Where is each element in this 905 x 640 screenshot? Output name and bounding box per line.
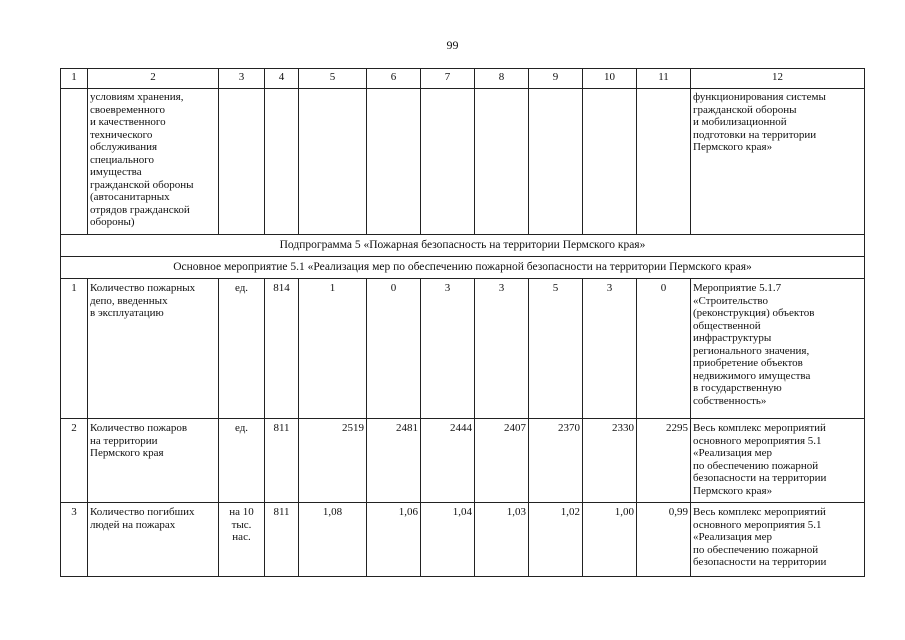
continuation-row xyxy=(61,89,865,235)
table-row xyxy=(61,419,865,503)
header-cell-4: 4 xyxy=(265,69,299,89)
header-cell-12: 12 xyxy=(691,69,865,89)
value-col-10: 3 xyxy=(583,279,637,419)
page-number: 99 xyxy=(446,38,459,52)
value-col-6: 0 xyxy=(367,279,421,419)
code: 811 xyxy=(265,503,299,577)
value-col-9: 1,02 xyxy=(529,503,583,577)
value-col-5: 1,08 xyxy=(299,503,367,577)
value-col-8: 2407 xyxy=(475,419,529,503)
indicators-table xyxy=(60,68,865,577)
note: Мероприятие 5.1.7 «Строительство (реконструкция) объектов общественной инфраструктуры регионального значения, приобретение объектов недвижимого имущества в государственную собственность» xyxy=(691,279,865,419)
code: 814 xyxy=(265,279,299,419)
value-col-7: 3 xyxy=(421,279,475,419)
value-col-9: 5 xyxy=(529,279,583,419)
row-number: 2 xyxy=(61,419,88,503)
subprogram-row xyxy=(61,235,865,257)
table-row xyxy=(61,279,865,419)
header-cell-8: 8 xyxy=(475,69,529,89)
value-col-7: 2444 xyxy=(421,419,475,503)
header-row xyxy=(61,69,865,89)
value-col-7: 1,04 xyxy=(421,503,475,577)
unit: ед. xyxy=(219,419,265,503)
value-col-6: 2481 xyxy=(367,419,421,503)
header-cell-9: 9 xyxy=(529,69,583,89)
code: 811 xyxy=(265,419,299,503)
header-cell-6: 6 xyxy=(367,69,421,89)
value-col-11: 2295 xyxy=(637,419,691,503)
value-col-10: 1,00 xyxy=(583,503,637,577)
header-cell-2: 2 xyxy=(88,69,219,89)
indicator-name: Количество пожаров на территории Пермского края xyxy=(88,419,219,503)
header-cell-3: 3 xyxy=(219,69,265,89)
unit: на 10 тыс. нас. xyxy=(219,503,265,577)
indicator-name: Количество пожарных депо, введенных в эксплуатацию xyxy=(88,279,219,419)
subprogram-title: Подпрограмма 5 «Пожарная безопасность на территории Пермского края» xyxy=(61,235,865,257)
indicator-name: Количество погибших людей на пожарах xyxy=(88,503,219,577)
header-cell-11: 11 xyxy=(637,69,691,89)
continuation-note-text: функционирования системы гражданской обороны и мобилизационной подготовки на территории Пермского края» xyxy=(691,89,865,235)
value-col-6: 1,06 xyxy=(367,503,421,577)
row-number: 3 xyxy=(61,503,88,577)
note: Весь комплекс мероприятий основного мероприятия 5.1 «Реализация мер по обеспечению пожарной безопасности на территории Пермского края» xyxy=(691,419,865,503)
main-event-row xyxy=(61,257,865,279)
main-event-title: Основное мероприятие 5.1 «Реализация мер по обеспечению пожарной безопасности на территории Пермского края» xyxy=(61,257,865,279)
header-cell-7: 7 xyxy=(421,69,475,89)
table-row xyxy=(61,503,865,577)
unit: ед. xyxy=(219,279,265,419)
header-cell-1: 1 xyxy=(61,69,88,89)
value-col-10: 2330 xyxy=(583,419,637,503)
header-cell-5: 5 xyxy=(299,69,367,89)
value-col-11: 0,99 xyxy=(637,503,691,577)
value-col-5: 2519 xyxy=(299,419,367,503)
note: Весь комплекс мероприятий основного мероприятия 5.1 «Реализация мер по обеспечению пожарной безопасности на территории xyxy=(691,503,865,577)
value-col-5: 1 xyxy=(299,279,367,419)
value-col-8: 3 xyxy=(475,279,529,419)
continuation-indicator-text: условиям хранения, своевременного и качественного технического обслуживания специального имущества гражданской обороны (автосанитарных отрядов гражданской обороны) xyxy=(88,89,219,235)
header-cell-10: 10 xyxy=(583,69,637,89)
value-col-11: 0 xyxy=(637,279,691,419)
row-number: 1 xyxy=(61,279,88,419)
value-col-9: 2370 xyxy=(529,419,583,503)
value-col-8: 1,03 xyxy=(475,503,529,577)
